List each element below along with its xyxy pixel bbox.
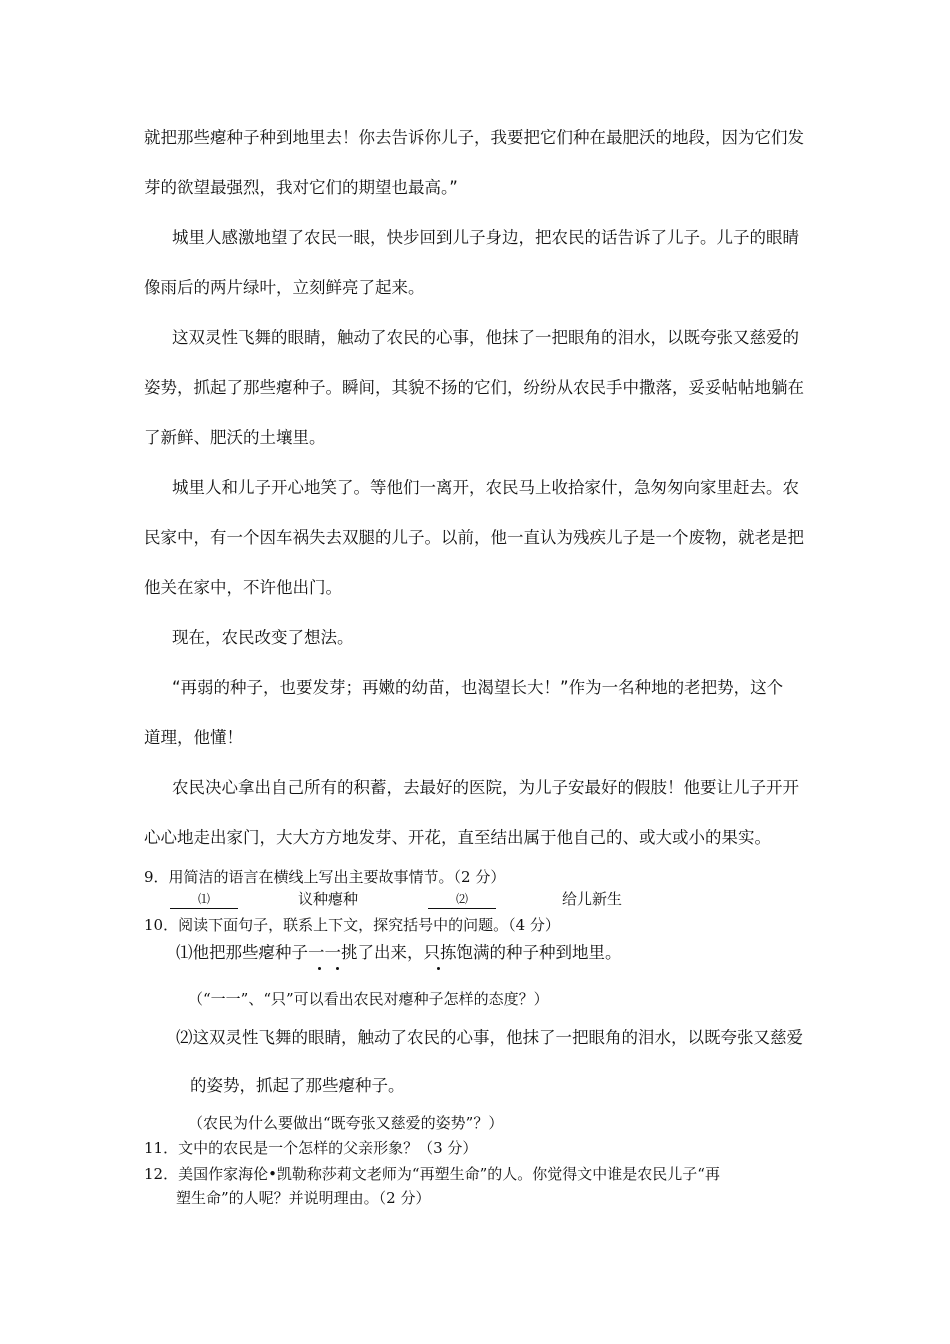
story-p3-line1: 这双灵性飞舞的眼睛，触动了农民的心事，他抹了一把眼角的泪水，以既夸张又慈爱的 <box>172 328 799 347</box>
question-12-line1: 12．美国作家海伦•凯勒称莎莉文老师为“再塑生命”的人。你觉得文中谁是农民儿子“再 <box>144 1165 720 1183</box>
question-10-sentence-2-line2: 的姿势，抓起了那些瘪种子。 <box>190 1076 405 1095</box>
emphasis-dot <box>336 967 339 970</box>
story-p1-line1: 就把那些瘪种子种到地里去！你去告诉你儿子，我要把它们种在最肥沃的地段，因为它们发 <box>144 128 804 147</box>
question-11: 11．文中的农民是一个怎样的父亲形象？（3 分） <box>144 1139 478 1157</box>
story-p3-line3: 了新鲜、肥沃的土壤里。 <box>144 428 326 447</box>
question-9: 9．用简洁的语言在横线上写出主要故事情节。（2 分） <box>144 868 506 886</box>
answer-blank-2[interactable]: ⑵ <box>428 890 496 909</box>
story-p7-line1: 农民决心拿出自己所有的积蓄，去最好的医院，为儿子安最好的假肢！他要让儿子开开 <box>172 778 799 797</box>
story-p3-line2: 姿势，抓起了那些瘪种子。瞬间，其貌不扬的它们，纷纷从农民手中撒落，妥妥帖帖地躺在 <box>144 378 804 397</box>
answer-blank-1[interactable]: ⑴ <box>170 890 238 909</box>
question-10-sentence-2-line1: ⑵这双灵性飞舞的眼睛，触动了农民的心事，他抹了一把眼角的泪水，以既夸张又慈爱 <box>176 1028 803 1047</box>
story-p2-line1: 城里人感激地望了农民一眼，快步回到儿子身边，把农民的话告诉了儿子。儿子的眼睛 <box>172 228 799 247</box>
question-10-sentence-1: ⑴他把那些瘪种子一一挑了出来，只拣饱满的种子种到地里。 <box>176 943 622 962</box>
question-10-hint-2: （农民为什么要做出“既夸张又慈爱的姿势”？） <box>188 1114 504 1132</box>
story-p7-line2: 心心地走出家门，大大方方地发芽、开花，直至结出属于他自己的、或大或小的果实。 <box>144 828 771 847</box>
story-p6-line2: 道理，他懂！ <box>144 728 243 747</box>
emphasis-dot <box>437 967 440 970</box>
story-p4-line2: 民家中，有一个因车祸失去双腿的儿子。以前，他一直认为残疾儿子是一个废物，就老是把 <box>144 528 804 547</box>
story-p4-line1: 城里人和儿子开心地笑了。等他们一离开，农民马上收拾家什，急匆匆向家里赶去。农 <box>172 478 799 497</box>
question-10-hint-1: （“一一”、“只”可以看出农民对瘪种子怎样的态度？） <box>188 990 549 1008</box>
question-10: 10．阅读下面句子，联系上下文，探究括号中的问题。（4 分） <box>144 916 560 934</box>
question-12-line2: 塑生命”的人呢？并说明理由。（2 分） <box>176 1189 431 1207</box>
story-p2-line2: 像雨后的两片绿叶，立刻鲜亮了起来。 <box>144 278 425 297</box>
plot-step-1: 议种瘪种 <box>298 890 359 908</box>
story-p1-line2: 芽的欲望最强烈，我对它们的期望也最高。” <box>144 178 458 197</box>
emphasis-dot <box>318 967 321 970</box>
story-p5-line1: 现在，农民改变了想法。 <box>172 628 354 647</box>
story-p6-line1: “再弱的种子，也要发芽；再嫩的幼苗，也渴望长大！”作为一名种地的老把势，这个 <box>172 678 784 697</box>
plot-step-2: 给儿新生 <box>562 890 623 908</box>
story-p4-line3: 他关在家中，不许他出门。 <box>144 578 342 597</box>
